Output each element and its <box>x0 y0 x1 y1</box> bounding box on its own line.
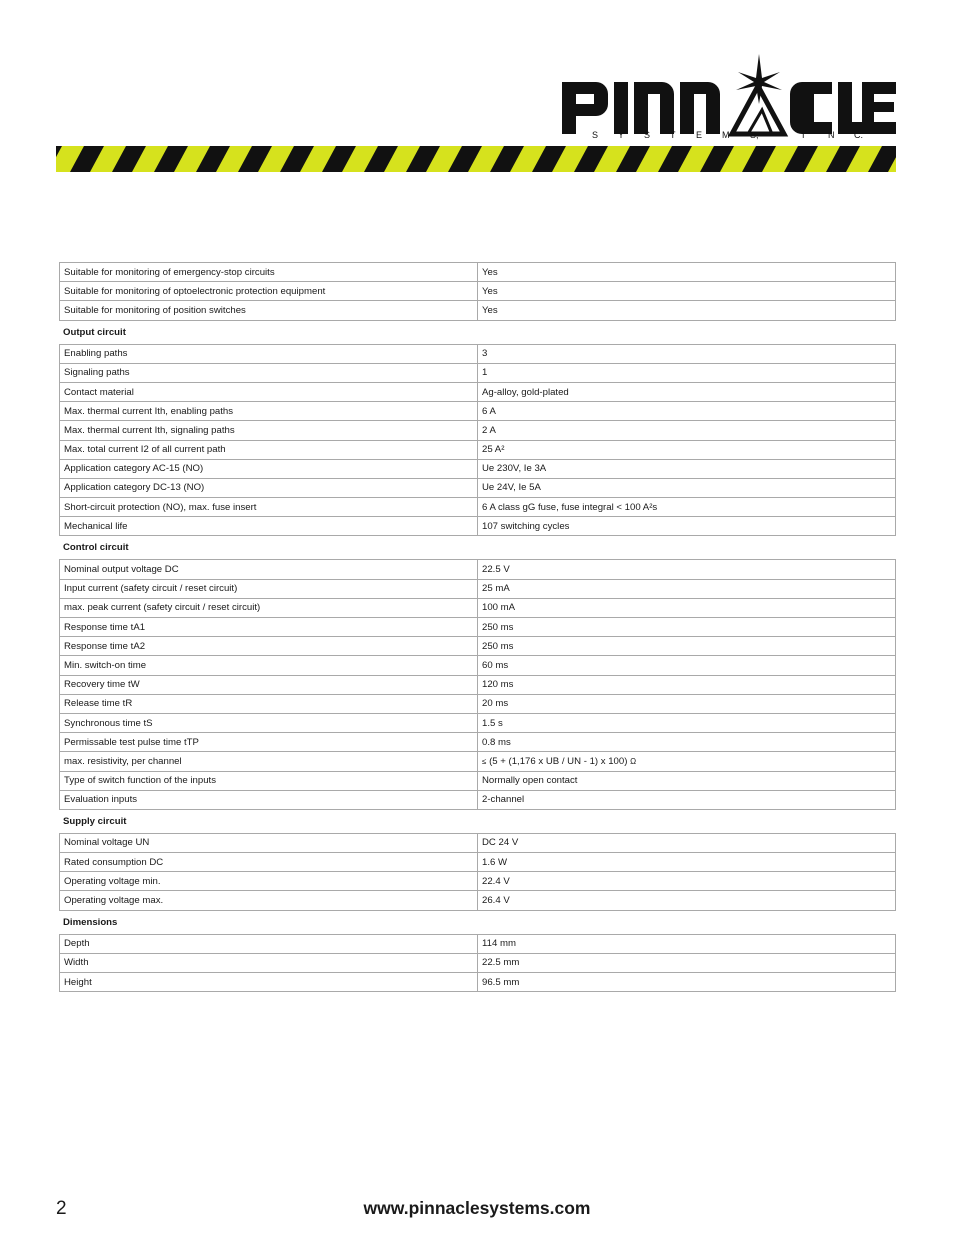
table-row <box>60 478 896 497</box>
spec-value <box>478 891 896 910</box>
spec-label: Release time tR <box>60 694 478 713</box>
spec-value-text: 100 mA <box>482 602 516 614</box>
spec-label: Width <box>60 953 478 972</box>
table-row <box>60 694 896 713</box>
table-row <box>60 459 896 478</box>
table-row <box>60 675 896 694</box>
spec-label: Suitable for monitoring of position switches <box>60 301 478 320</box>
spec-value-text: 25 mA <box>482 583 510 595</box>
spec-label: Height <box>60 973 478 992</box>
spec-value <box>478 560 896 579</box>
spec-label: Evaluation inputs <box>60 790 478 809</box>
spec-label: Mechanical life <box>60 517 478 536</box>
spec-value-text: Normally open contact <box>482 775 578 787</box>
spec-value <box>478 618 896 637</box>
logo-sub-e: E <box>696 130 703 140</box>
spec-value <box>478 282 896 301</box>
table-row <box>60 637 896 656</box>
spec-label: Synchronous time tS <box>60 713 478 732</box>
spec-label: Suitable for monitoring of optoelectronic protection equipment <box>60 282 478 301</box>
logo-sub-s1: S <box>592 130 599 140</box>
spec-label: max. resistivity, per channel <box>60 752 478 771</box>
section-title: Output circuit <box>63 326 126 338</box>
spec-value-text: 22.4 V <box>482 875 510 887</box>
spec-label: Max. thermal current Ith, enabling paths <box>60 402 478 421</box>
spec-table <box>59 262 896 321</box>
spec-label: Rated consumption DC <box>60 853 478 872</box>
spec-value <box>478 694 896 713</box>
spec-value <box>478 517 896 536</box>
table-row <box>60 934 896 953</box>
table-row <box>60 517 896 536</box>
spec-label: Operating voltage max. <box>60 891 478 910</box>
spec-value-text: 107 switching cycles <box>482 520 570 532</box>
spec-value <box>478 421 896 440</box>
spec-sheet <box>59 262 896 992</box>
spec-value-text: 2 A <box>482 424 496 436</box>
spec-value <box>478 656 896 675</box>
spec-value <box>478 498 896 517</box>
spec-value <box>478 771 896 790</box>
spec-label: Application category AC-15 (NO) <box>60 459 478 478</box>
spec-value <box>478 953 896 972</box>
table-row <box>60 973 896 992</box>
spec-value <box>478 478 896 497</box>
table-row <box>60 833 896 852</box>
spec-value <box>478 934 896 953</box>
spec-label: Min. switch-on time <box>60 656 478 675</box>
table-row <box>60 421 896 440</box>
spec-value <box>478 973 896 992</box>
spec-label: Short-circuit protection (NO), max. fuse insert <box>60 498 478 517</box>
spec-value <box>478 440 896 459</box>
spec-value <box>478 579 896 598</box>
table-row <box>60 953 896 972</box>
logo-sub-m: M <box>722 130 730 140</box>
spec-label: Max. thermal current Ith, signaling paths <box>60 421 478 440</box>
logo-sub-i: I <box>802 130 805 140</box>
table-row <box>60 713 896 732</box>
table-row <box>60 733 896 752</box>
spec-label: Input current (safety circuit / reset circuit) <box>60 579 478 598</box>
table-row <box>60 560 896 579</box>
table-row <box>60 498 896 517</box>
spec-label: Max. total current I2 of all current path <box>60 440 478 459</box>
table-row <box>60 301 896 320</box>
logo-sub-t: T <box>670 130 676 140</box>
spec-value-text: (5 + (1,176 x UB / UN - 1) x 100) <box>489 755 628 767</box>
section-title: Supply circuit <box>63 815 127 827</box>
spec-value-text: Ue 24V, Ie 5A <box>482 482 541 494</box>
less-equal-symbol: ≤ <box>482 756 487 766</box>
spec-value <box>478 382 896 401</box>
spec-label: Contact material <box>60 382 478 401</box>
spec-value <box>478 752 896 771</box>
spec-value <box>478 363 896 382</box>
table-row <box>60 579 896 598</box>
table-row <box>60 263 896 282</box>
table-row <box>60 344 896 363</box>
hazard-stripe-bar <box>56 146 896 172</box>
spec-value-text: 250 ms <box>482 640 514 652</box>
spec-value-text: 26.4 V <box>482 895 510 907</box>
spec-value-text: Yes <box>482 285 498 297</box>
table-row <box>60 853 896 872</box>
spec-value-text: Yes <box>482 304 498 316</box>
spec-value <box>478 853 896 872</box>
table-row <box>60 752 896 771</box>
page-number: 2 <box>56 1198 67 1219</box>
spec-value-text: 20 ms <box>482 698 509 710</box>
table-row <box>60 656 896 675</box>
spec-table <box>59 833 896 911</box>
logo-sub-y: Y <box>618 130 625 140</box>
section-title: Control circuit <box>63 542 129 554</box>
spec-value <box>478 263 896 282</box>
spec-label: Enabling paths <box>60 344 478 363</box>
spec-value <box>478 713 896 732</box>
spec-value <box>478 598 896 617</box>
table-row <box>60 363 896 382</box>
table-row <box>60 598 896 617</box>
spec-value-text: 3 <box>482 348 488 360</box>
spec-label: max. peak current (safety circuit / reset circuit) <box>60 598 478 617</box>
spec-value <box>478 675 896 694</box>
table-row <box>60 872 896 891</box>
spec-value-text: Ag-alloy, gold-plated <box>482 386 569 398</box>
table-row <box>60 440 896 459</box>
table-row <box>60 382 896 401</box>
logo-sub-s2: S <box>644 130 651 140</box>
spec-value-text: 25 A² <box>482 444 505 456</box>
spec-value <box>478 872 896 891</box>
spec-value-text: Yes <box>482 266 498 278</box>
spec-value-text: 250 ms <box>482 621 514 633</box>
spec-label: Permissable test pulse time tTP <box>60 733 478 752</box>
spec-label: Nominal voltage UN <box>60 833 478 852</box>
spec-value-text: 22.5 mm <box>482 957 520 969</box>
spec-label: Type of switch function of the inputs <box>60 771 478 790</box>
spec-value-text: 120 ms <box>482 679 514 691</box>
spec-value-text: DC 24 V <box>482 837 519 849</box>
spec-value-text: 2-channel <box>482 794 525 806</box>
spec-value-text: 6 A <box>482 405 496 417</box>
spec-table <box>59 559 896 809</box>
logo-sub-s3: S, <box>750 130 759 140</box>
spec-value <box>478 733 896 752</box>
spec-value-text: 1.5 s <box>482 717 503 729</box>
spec-value-text: 0.8 ms <box>482 736 511 748</box>
spec-label: Application category DC-13 (NO) <box>60 478 478 497</box>
spec-value-text: 114 mm <box>482 938 516 950</box>
spec-label: Recovery time tW <box>60 675 478 694</box>
spec-label: Signaling paths <box>60 363 478 382</box>
spec-value <box>478 344 896 363</box>
spec-value-text: Ue 230V, Ie 3A <box>482 463 547 475</box>
logo-sub-n: N <box>828 130 835 140</box>
spec-value-text: 60 ms <box>482 659 509 671</box>
spec-label: Nominal output voltage DC <box>60 560 478 579</box>
table-row <box>60 282 896 301</box>
spec-value <box>478 301 896 320</box>
table-row <box>60 618 896 637</box>
footer-url: www.pinnaclesystems.com <box>363 1198 591 1218</box>
spec-value <box>478 833 896 852</box>
spec-value-text: 96.5 mm <box>482 976 520 988</box>
spec-value <box>478 637 896 656</box>
spec-label: Operating voltage min. <box>60 872 478 891</box>
pinnacle-logo <box>556 52 898 144</box>
spec-value-text: 1.6 W <box>482 856 508 868</box>
spec-table <box>59 344 896 537</box>
table-row <box>60 771 896 790</box>
spec-value <box>478 402 896 421</box>
table-row <box>60 891 896 910</box>
spec-label: Depth <box>60 934 478 953</box>
spec-value-text: 22.5 V <box>482 564 510 576</box>
spec-label: Suitable for monitoring of emergency-stop circuits <box>60 263 478 282</box>
spec-label: Response time tA2 <box>60 637 478 656</box>
spec-value <box>478 790 896 809</box>
ohm-symbol: Ω <box>630 756 637 766</box>
spec-label: Response time tA1 <box>60 618 478 637</box>
spec-table <box>59 934 896 993</box>
spec-value-text: 1 <box>482 367 488 379</box>
spec-value-text: 6 A class gG fuse, fuse integral < 100 A²s <box>482 501 658 513</box>
section-title: Dimensions <box>63 916 118 928</box>
table-row <box>60 402 896 421</box>
spec-value <box>478 459 896 478</box>
table-row <box>60 790 896 809</box>
logo-sub-c: C. <box>854 130 863 140</box>
